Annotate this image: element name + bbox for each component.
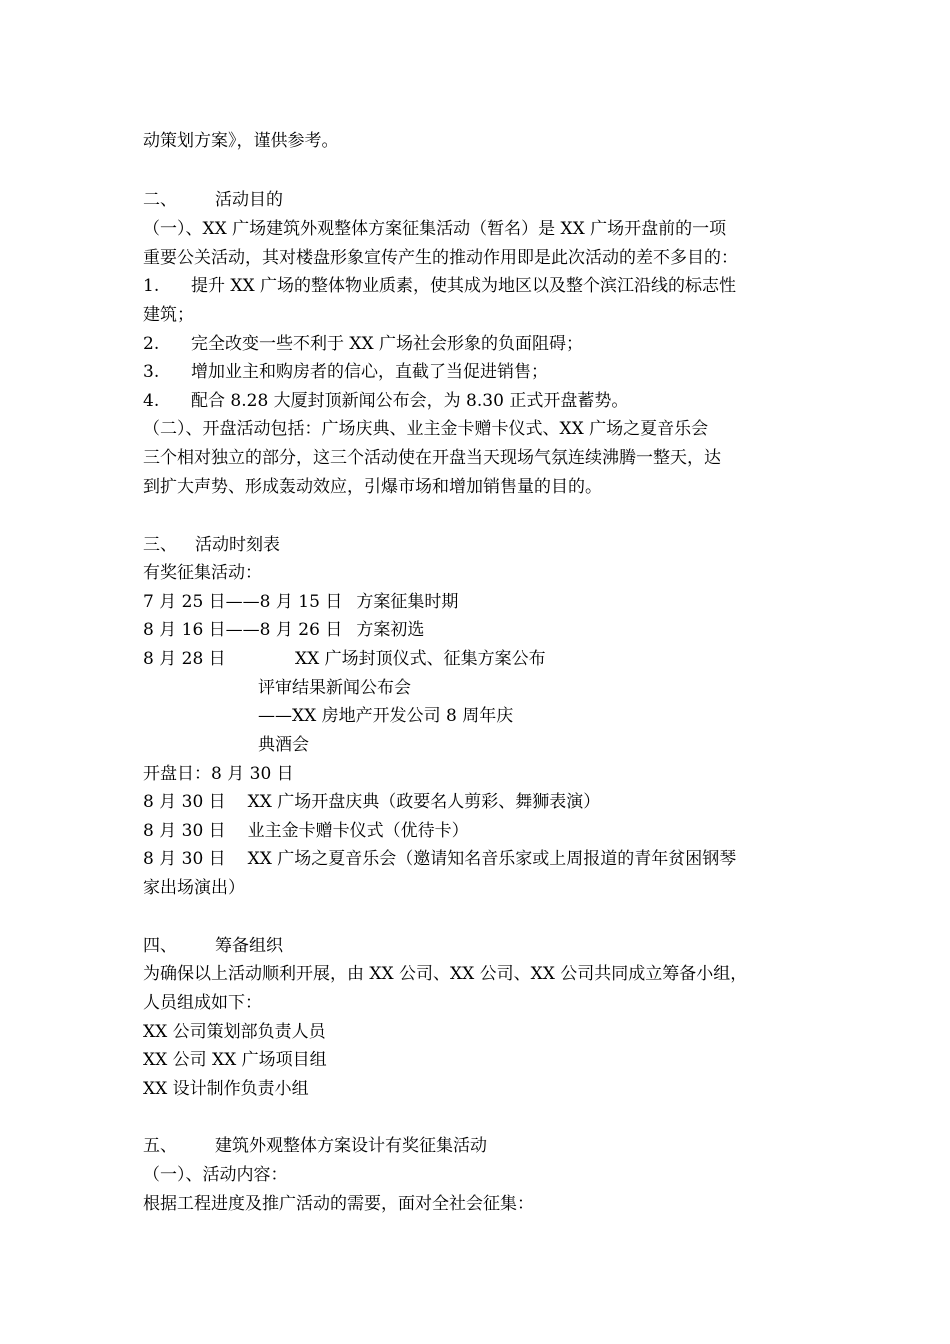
schedule-continuation: ——XX 房地产开发公司 8 周年庆: [258, 706, 514, 726]
paragraph-line: XX 设计制作负责小组: [143, 1079, 309, 1099]
paragraph-line: 重要公关活动，其对楼盘形象宣传产生的推动作用即是此次活动的差不多目的：: [143, 248, 738, 268]
list-item: 2. 完全改变一些不利于 XX 广场社会形象的负面阻碍；: [143, 334, 584, 354]
list-item: 3. 增加业主和购房者的信心，直截了当促进销售；: [143, 362, 548, 382]
paragraph-line: 三个相对独立的部分，这三个活动使在开盘当天现场气氛连续沸腾一整天，达: [143, 448, 721, 468]
paragraph-line: XX 公司 XX 广场项目组: [143, 1050, 327, 1070]
paragraph-line: 到扩大声势、形成轰动效应，引爆市场和增加销售量的目的。: [143, 477, 602, 497]
list-item: 1. 提升 XX 广场的整体物业质素，使其成为地区以及整个滨江沿线的标志性: [143, 276, 737, 296]
paragraph-line: 人员组成如下：: [143, 993, 262, 1013]
paragraph-line: （二）、开盘活动包括：广场庆典、业主金卡赠卡仪式、XX 广场之夏音乐会: [143, 419, 709, 439]
section-heading-2: 二、 活动目的: [143, 190, 283, 210]
section-heading-5: 五、 建筑外观整体方案设计有奖征集活动: [143, 1136, 487, 1156]
paragraph-line: 开盘日：8 月 30 日: [143, 764, 294, 784]
schedule-continuation: 典酒会: [258, 735, 309, 755]
paragraph-line: 为确保以上活动顺利开展，由 XX 公司、XX 公司、XX 公司共同成立筹备小组，: [143, 964, 748, 984]
section-heading-4: 四、 筹备组织: [143, 936, 283, 956]
schedule-row: 8 月 30 日 业主金卡赠卡仪式（优待卡）: [143, 821, 469, 841]
paragraph-line: 根据工程进度及推广活动的需要，面对全社会征集：: [143, 1194, 534, 1214]
list-item: 4. 配合 8.28 大厦封顶新闻公布会，为 8.30 正式开盘蓄势。: [143, 391, 629, 411]
paragraph-line: （一）、XX 广场建筑外观整体方案征集活动（暂名）是 XX 广场开盘前的一项: [143, 219, 727, 239]
paragraph-line: XX 公司策划部负责人员: [143, 1022, 326, 1042]
paragraph-line: （一）、活动内容：: [143, 1165, 288, 1185]
paragraph-line: 动策划方案》，谨供参考。: [143, 131, 339, 151]
schedule-row: 8 月 30 日 XX 广场开盘庆典（政要名人剪彩、舞狮表演）: [143, 792, 601, 812]
schedule-row: 8 月 30 日 XX 广场之夏音乐会（邀请知名音乐家或上周报道的青年贫困钢琴: [143, 849, 737, 869]
paragraph-line: 家出场演出）: [143, 878, 245, 898]
schedule-row: 7 月 25 日——8 月 15 日 方案征集时期: [143, 592, 459, 612]
paragraph-line: 有奖征集活动：: [143, 563, 262, 583]
schedule-row-text: XX 广场封顶仪式、征集方案公布: [295, 649, 546, 669]
schedule-row-date: 8 月 28 日: [143, 649, 226, 669]
schedule-row: 8 月 16 日——8 月 26 日 方案初选: [143, 620, 425, 640]
section-heading-3: 三、 活动时刻表: [143, 535, 280, 555]
paragraph-line: 建筑；: [143, 305, 194, 325]
schedule-continuation: 评审结果新闻公布会: [258, 678, 411, 698]
